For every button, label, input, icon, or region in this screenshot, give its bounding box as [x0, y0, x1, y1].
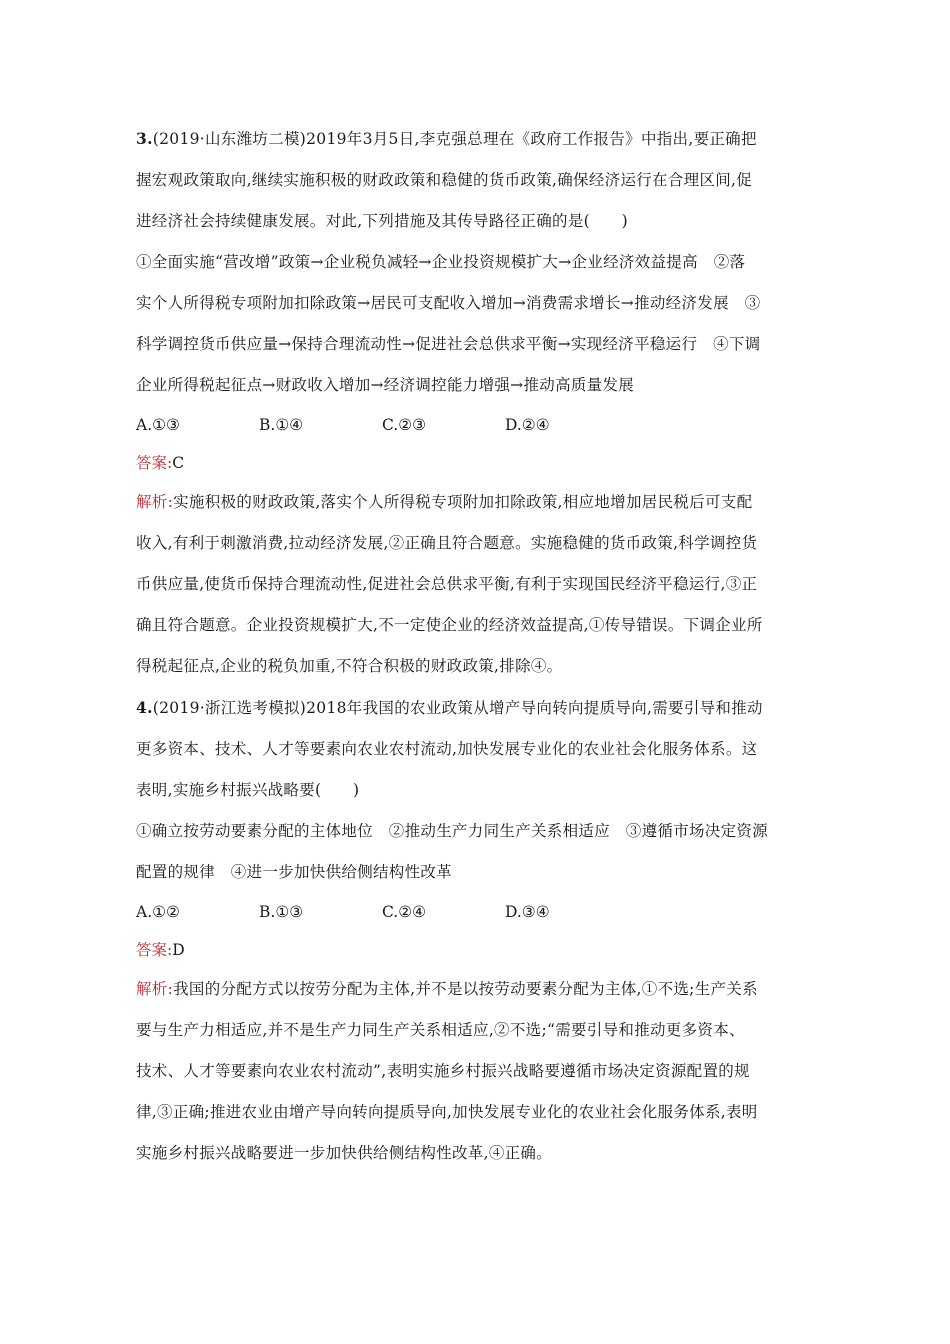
analysis-line: 解析:实施积极的财政政策,落实个人所得税专项附加扣除政策,相应地增加居民税后可支配	[136, 493, 753, 511]
option-b: B.①③	[259, 903, 304, 921]
analysis-line: 确且符合题意。企业投资规模扩大,不一定使企业的经济效益提高,①传导错误。下调企业所	[136, 616, 763, 634]
option-b: B.①④	[259, 416, 304, 434]
option-a: A.①③	[136, 416, 180, 434]
answer-value: C	[172, 454, 185, 472]
question-choice-line: 配置的规律 ④进一步加快供给侧结构性改革	[136, 863, 453, 881]
question-choice-line: ①确立按劳动要素分配的主体地位 ②推动生产力同生产关系相适应 ③遵循市场决定资源	[136, 822, 769, 840]
answer-value: D	[172, 941, 185, 959]
analysis-line: 技术、人才等要素向农业农村流动”,表明实施乡村振兴战略要遵循市场决定资源配置的规	[136, 1062, 750, 1080]
option-d: D.②④	[505, 416, 550, 434]
question-stem-line: 更多资本、技术、人才等要素向农业农村流动,加快发展专业化的农业社会化服务体系。这	[136, 740, 758, 758]
option-d: D.③④	[505, 903, 550, 921]
analysis-label: 解析:	[136, 493, 174, 511]
question-stem-line: 4.(2019·浙江选考模拟)2018年我国的农业政策从增产导向转向提质导向,需要引导和推动	[136, 698, 763, 717]
analysis-line: 要与生产力相适应,并不是生产力同生产关系相适应,②不选;“需要引导和推动更多资本、	[136, 1021, 745, 1039]
question-choice-line: 实个人所得税专项附加扣除政策→居民可支配收入增加→消费需求增长→推动经济发展 ③	[136, 294, 761, 312]
question-choice-line: ①全面实施“营改增”政策→企业税负减轻→企业投资规模扩大→企业经济效益提高 ②落	[136, 253, 746, 271]
analysis-line: 币供应量,使货币保持合理流动性,促进社会总供求平衡,有利于实现国民经济平稳运行,③正	[136, 575, 758, 593]
question-stem-line: 进经济社会持续健康发展。对此,下列措施及其传导路径正确的是( )	[136, 212, 628, 230]
answer-options	[136, 406, 812, 444]
question-3	[136, 118, 812, 687]
answer-line	[136, 931, 812, 969]
question-choice-line: 科学调控货币供应量→保持合理流动性→促进社会总供求平衡→实现经济平稳运行 ④下调	[136, 335, 761, 353]
option-a: A.①②	[136, 903, 180, 921]
analysis-label: 解析:	[136, 980, 174, 998]
analysis-line: 律,③正确;推进农业由增产导向转向提质导向,加快发展专业化的农业社会化服务体系,表明	[136, 1103, 758, 1121]
answer-label: 答案:	[136, 941, 173, 959]
document-page	[136, 118, 812, 1174]
option-c: C.②④	[382, 903, 427, 921]
analysis-line: 解析:我国的分配方式以按劳分配为主体,并不是以按劳动要素分配为主体,①不选;生产关系	[136, 980, 758, 998]
question-stem-line: 握宏观政策取向,继续实施积极的财政政策和稳健的货币政策,确保经济运行在合理区间,促	[136, 171, 753, 189]
option-c: C.②③	[382, 416, 427, 434]
question-stem-line: 表明,实施乡村振兴战略要( )	[136, 781, 360, 799]
question-choice-line: 企业所得税起征点→财政收入增加→经济调控能力增强→推动高质量发展	[136, 376, 635, 394]
analysis-line: 得税起征点,企业的税负加重,不符合积极的财政政策,排除④。	[136, 657, 563, 675]
analysis-line: 收入,有利于刺激消费,拉动经济发展,②正确且符合题意。实施稳健的货币政策,科学调控货	[136, 534, 758, 552]
analysis-line: 实施乡村振兴战略要进一步加快供给侧结构性改革,④正确。	[136, 1144, 553, 1162]
question-number: 4.	[136, 698, 153, 717]
question-4	[136, 687, 812, 1174]
answer-line	[136, 444, 812, 482]
question-stem-line: 3.(2019·山东潍坊二模)2019年3月5日,李克强总理在《政府工作报告》中指出,要正确把	[136, 129, 757, 148]
answer-options	[136, 893, 812, 931]
answer-label: 答案:	[136, 454, 173, 472]
question-number: 3.	[136, 129, 153, 148]
